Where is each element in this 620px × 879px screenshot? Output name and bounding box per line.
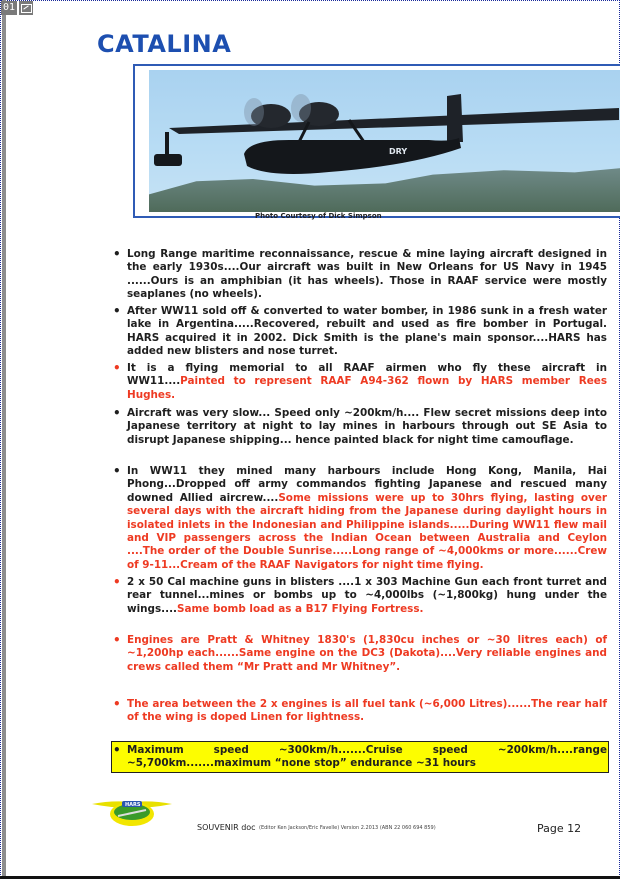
bullet-text-red: The area between the 2 x engines is all fuel tank (~6,000 Litres)......The rear half of the wing is doped Linen for lightness. (127, 698, 607, 724)
bullet-dot: • (113, 575, 121, 589)
bullet-text-red: Same bomb load as a B17 Flying Fortress. (176, 602, 424, 615)
bullet-item (113, 633, 607, 674)
svg-text:DRY: DRY (389, 147, 408, 156)
bullet-text: After WW11 sold off & converted to water bomber, in 1986 sunk in a fresh water lake in Argentina.....Recovered, rebuilt and used as fire bomber in Portugal. HARS acquired it in 2002. Dick Smith is the plane's main sponsor....HARS has added new blisters and nose turret. (127, 305, 607, 358)
bullet-text: 2 x 50 Cal machine guns in blisters ....1 x 303 Machine Gun each front turret and rear tunnel...mines or bombs up to ~4,000lbs (~1,800kg) hung under the wings.... (127, 576, 607, 615)
catalina-photo (149, 70, 620, 212)
page-title: CATALINA (97, 30, 232, 58)
bullet-dot: • (113, 361, 121, 375)
bullet-text: In WW11 they mined many harbours include Hong Kong, Manila, Hai Phong...Dropped off army commandos fighting Japanese and rescued many downed Allied aircrew.... (127, 465, 607, 504)
bullet-item (113, 575, 607, 616)
bullet-dot: • (113, 304, 121, 318)
bullet-text-red: Painted to represent RAAF A94-362 flown by HARS member Rees Hughes. (127, 375, 607, 401)
photo-frame (133, 64, 620, 218)
bullet-dot: • (113, 406, 121, 420)
aircraft-icon (149, 70, 620, 212)
bullet-item (113, 304, 607, 359)
bullet-dot: • (113, 743, 121, 757)
page-number: 01 (3, 2, 16, 13)
bullet-dot: • (113, 633, 121, 647)
bullet-item (113, 743, 607, 771)
bullet-item (113, 406, 607, 447)
bullet-item (113, 247, 607, 302)
bullet-text-red: Some missions were up to 30hrs flying, lasting over several days with the aircraft hiding from the Japanese during daylight hours in isolated inlets in the Indonesian and Philippine islands.....During WW11 flew mail and VIP passengers across the Indian Ocean between Australia and Ceylon ....The order of the Double Sunrise.....Long range of ~4,000kms or more......Crew of 9-11...Cream of the RAAF Navigators for night time flying. (127, 491, 607, 571)
footer-editor-line: (Editor Ken Jackson/Eric Favelle) Version 2.2013 (ABN 22 060 694 859) (259, 825, 436, 831)
image-icon (19, 1, 33, 15)
page-number-label: Page 12 (537, 822, 582, 835)
bullet-dot: • (113, 464, 121, 478)
scrollbar-strip (2, 0, 6, 879)
hars-logo-icon (92, 798, 172, 828)
bullet-text: It is a flying memorial to all RAAF airmen who fly these aircraft in WW11.... (127, 362, 607, 388)
bullet-item (113, 464, 607, 572)
bullet-text: Aircraft was very slow... Speed only ~200km/h.... Flew secret missions deep into Japanese territory at night to lay mines in harbours through out SE Asia to disrupt Japanese shipping... hence painted black for night time camouflage. (127, 407, 607, 446)
bullet-item (113, 697, 607, 725)
bullet-text: Maximum speed ~300km/h.......Cruise speed ~200km/h....range ~5,700km.......maximum “none stop” endurance ~31 hours (127, 744, 607, 770)
logo-text: HARS (125, 802, 141, 808)
page-indicator (1, 1, 33, 15)
bullet-dot: • (113, 247, 121, 261)
photo-caption: Photo Courtesy of Dick Simpson (255, 212, 382, 220)
bullet-text: Long Range maritime reconnaissance, rescue & mine laying aircraft designed in the early 1930s....Our aircraft was built in New Orleans for US Navy in 1945 ......Ours is an amphibian (it has wheels). Those in RAAF service were mostly seaplanes (no wheels). (127, 248, 607, 301)
bullet-dot: • (113, 697, 121, 711)
bullet-text-red: Engines are Pratt & Whitney 1830's (1,830cu inches or ~30 litres each) of ~1,200hp each......Same engine on the DC3 (Dakota)....Very reliable engines and crews called them “Mr Pratt and Mr Whitney”. (127, 634, 607, 673)
bullet-item (113, 361, 607, 402)
footer-doc-label: SOUVENIR doc (197, 823, 256, 832)
